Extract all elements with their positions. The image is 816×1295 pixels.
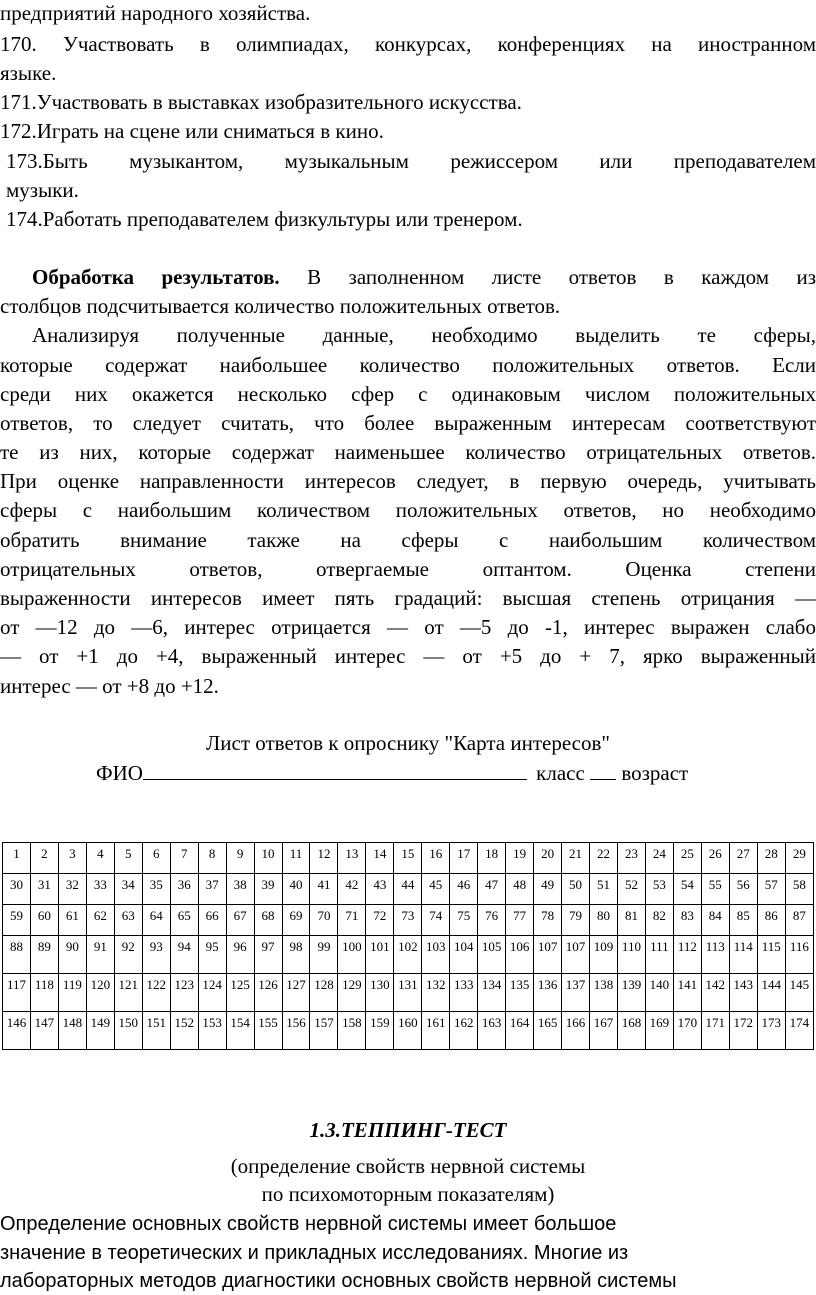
answer-grid-cell: 105 [478, 936, 506, 974]
answer-grid-cell: 12 [310, 843, 338, 874]
answer-grid-cell: 14 [366, 843, 394, 874]
section-title: 1.3.ТЕППИНГ-ТЕСТ [309, 1118, 507, 1142]
answer-sheet-title: Лист ответов к опроснику "Карта интересов" [206, 731, 610, 755]
answer-grid-cell: 13 [338, 843, 366, 874]
answer-grid-cell: 85 [729, 905, 757, 936]
analysis-line: интерес — от +8 до +12. [0, 674, 219, 698]
answer-grid-cell: 18 [478, 843, 506, 874]
answer-grid-cell: 60 [30, 905, 58, 936]
answer-grid-cell: 29 [785, 843, 813, 874]
answer-grid-cell: 76 [478, 905, 506, 936]
answer-grid-cell: 82 [645, 905, 673, 936]
answer-grid-row [3, 874, 814, 905]
answer-grid-cell: 20 [534, 843, 562, 874]
answer-grid-cell: 136 [534, 974, 562, 1012]
answer-grid-cell: 43 [366, 874, 394, 905]
answer-grid-cell: 97 [254, 936, 282, 974]
answer-grid-cell: 38 [226, 874, 254, 905]
answer-grid-cell: 32 [58, 874, 86, 905]
answer-grid-cell: 166 [562, 1012, 590, 1050]
answer-grid-cell: 33 [86, 874, 114, 905]
answer-grid-cell: 102 [394, 936, 422, 974]
answer-grid-cell: 1 [3, 843, 31, 874]
answer-grid-cell: 35 [142, 874, 170, 905]
answer-grid-cell: 27 [729, 843, 757, 874]
answer-grid-cell: 3 [58, 843, 86, 874]
answer-grid-cell: 132 [422, 974, 450, 1012]
answer-grid-cell: 51 [590, 874, 618, 905]
answer-grid-cell: 117 [3, 974, 31, 1012]
answer-grid-row [3, 905, 814, 936]
answer-grid-cell: 56 [729, 874, 757, 905]
answer-grid-cell: 165 [534, 1012, 562, 1050]
answer-grid-cell: 116 [785, 936, 813, 974]
answer-grid-cell: 67 [226, 905, 254, 936]
answer-grid-cell: 90 [58, 936, 86, 974]
answer-grid-cell: 41 [310, 874, 338, 905]
answer-grid-cell: 154 [226, 1012, 254, 1050]
answer-grid-cell: 89 [30, 936, 58, 974]
answer-grid-cell: 55 [701, 874, 729, 905]
answer-grid-cell: 115 [757, 936, 785, 974]
answer-grid-cell: 39 [254, 874, 282, 905]
answer-grid-cell: 124 [198, 974, 226, 1012]
answer-grid-cell: 75 [450, 905, 478, 936]
answer-grid-cell: 23 [617, 843, 645, 874]
answer-grid-cell: 5 [114, 843, 142, 874]
answer-grid-cell: 45 [422, 874, 450, 905]
answer-grid-cell: 62 [86, 905, 114, 936]
answer-grid-cell: 77 [506, 905, 534, 936]
fio-blank [143, 761, 527, 780]
answer-grid-cell: 156 [282, 1012, 310, 1050]
answer-grid-cell: 139 [617, 974, 645, 1012]
answer-grid-cell: 162 [450, 1012, 478, 1050]
answer-grid-cell: 19 [506, 843, 534, 874]
answer-grid-cell: 42 [338, 874, 366, 905]
answer-grid-cell: 144 [757, 974, 785, 1012]
answer-grid-cell: 49 [534, 874, 562, 905]
answer-grid-cell: 46 [450, 874, 478, 905]
answer-grid-cell: 84 [701, 905, 729, 936]
answer-grid-cell: 94 [170, 936, 198, 974]
answer-grid-cell: 170 [673, 1012, 701, 1050]
answer-grid-cell: 121 [114, 974, 142, 1012]
answer-grid-cell: 69 [282, 905, 310, 936]
answer-grid-row [3, 936, 814, 974]
answer-grid-cell: 64 [142, 905, 170, 936]
answer-grid-cell: 63 [114, 905, 142, 936]
answer-grid-cell: 17 [450, 843, 478, 874]
answer-grid-cell: 93 [142, 936, 170, 974]
answer-grid-cell: 34 [114, 874, 142, 905]
answer-grid-cell: 73 [394, 905, 422, 936]
answer-grid-cell: 111 [645, 936, 673, 974]
answer-grid-cell: 36 [170, 874, 198, 905]
answer-grid-cell: 149 [86, 1012, 114, 1050]
age-label: возраст [621, 761, 689, 785]
answer-grid-cell: 131 [394, 974, 422, 1012]
answer-grid-cell: 168 [617, 1012, 645, 1050]
answer-grid-cell: 129 [338, 974, 366, 1012]
analysis-line: среди них окажется несколько сфер с одинаковым числом положительных [0, 382, 816, 406]
answer-grid-cell: 81 [617, 905, 645, 936]
section-subtitle-2: по психомоторным показателям) [261, 1182, 555, 1206]
answer-grid-cell: 99 [310, 936, 338, 974]
analysis-line: от —12 до —6, интерес отрицается — от —5 до -1, интерес выражен слабо [0, 615, 816, 639]
answer-grid-cell: 147 [30, 1012, 58, 1050]
answer-grid-cell: 125 [226, 974, 254, 1012]
answer-grid-cell: 172 [729, 1012, 757, 1050]
answer-grid-row [3, 1012, 814, 1050]
answer-grid-cell: 71 [338, 905, 366, 936]
answer-grid-cell: 44 [394, 874, 422, 905]
analysis-line: которые содержат наибольшее количество положительных ответов. Если [0, 353, 816, 377]
processing-line-1-rest: В заполненном листе ответов в каждом из [279, 265, 816, 289]
analysis-line: выраженности интересов имеет пять градаций: высшая степень отрицания — [0, 586, 816, 610]
list-item-continuation: предприятий народного хозяйства. [0, 1, 311, 25]
intro-line: лабораторных методов диагностики основных свойств нервной системы [0, 1270, 677, 1292]
answer-grid-row [3, 974, 814, 1012]
answer-grid-cell: 161 [422, 1012, 450, 1050]
processing-line-2: столбцов подсчитывается количество положительных ответов. [0, 294, 561, 318]
answer-grid-cell: 80 [590, 905, 618, 936]
answer-grid-cell: 9 [226, 843, 254, 874]
answer-grid-cell: 30 [3, 874, 31, 905]
answer-grid-cell: 164 [506, 1012, 534, 1050]
list-item-170-end: языке. [0, 61, 57, 85]
answer-grid-cell: 100 [338, 936, 366, 974]
analysis-line: При оценке направленности интересов следует, в первую очередь, учитывать [0, 469, 816, 493]
answer-grid-cell: 151 [142, 1012, 170, 1050]
answer-grid-cell: 137 [562, 974, 590, 1012]
answer-grid-cell: 10 [254, 843, 282, 874]
answer-grid-cell: 96 [226, 936, 254, 974]
analysis-line: Анализируя полученные данные, необходимо выделить те сферы, [32, 323, 816, 347]
answer-grid-cell: 157 [310, 1012, 338, 1050]
answer-grid-cell: 16 [422, 843, 450, 874]
answer-grid-cell: 174 [785, 1012, 813, 1050]
intro-line: значение в теоретических и прикладных исследованиях. Многие из [0, 1242, 629, 1264]
answer-grid-cell: 25 [673, 843, 701, 874]
list-item-174: 174.Работать преподавателем физкультуры или тренером. [6, 207, 523, 231]
answer-grid-cell: 72 [366, 905, 394, 936]
answer-grid-cell: 57 [757, 874, 785, 905]
list-item-173: 173.Быть музыкантом, музыкальным режиссером или преподавателем [6, 149, 816, 173]
answer-grid-cell: 61 [58, 905, 86, 936]
analysis-line: — от +1 до +4, выраженный интерес — от +5 до + 7, ярко выраженный [0, 644, 816, 668]
answer-grid-cell: 78 [534, 905, 562, 936]
answer-grid-cell: 79 [562, 905, 590, 936]
answer-grid-cell: 160 [394, 1012, 422, 1050]
answer-grid-cell: 104 [450, 936, 478, 974]
processing-line-1 [0, 264, 816, 290]
answer-grid-cell: 8 [198, 843, 226, 874]
answer-grid-cell: 153 [198, 1012, 226, 1050]
answer-grid-cell: 83 [673, 905, 701, 936]
answer-grid-cell: 107 [534, 936, 562, 974]
answer-grid-cell: 120 [86, 974, 114, 1012]
answer-grid-cell: 101 [366, 936, 394, 974]
analysis-line: те из них, которые содержат наименьшее количество отрицательных ответов. [0, 440, 816, 464]
answer-grid-cell: 158 [338, 1012, 366, 1050]
answer-grid-cell: 66 [198, 905, 226, 936]
answer-grid-cell: 87 [785, 905, 813, 936]
answer-grid-cell: 88 [3, 936, 31, 974]
answer-grid-cell: 58 [785, 874, 813, 905]
list-item-172: 172.Играть на сцене или сниматься в кино. [0, 119, 384, 143]
fio-label: ФИО [96, 761, 143, 785]
answer-grid-cell: 114 [729, 936, 757, 974]
answer-grid-cell: 4 [86, 843, 114, 874]
analysis-line: сферы с наибольшим количеством положительных ответов, но необходимо [0, 498, 816, 522]
answer-grid-cell: 106 [506, 936, 534, 974]
processing-lead: Обработка результатов. [32, 265, 280, 289]
list-item-170: 170. Участвовать в олимпиадах, конкурсах, конференциях на иностранном [0, 32, 816, 56]
class-blank [590, 761, 616, 780]
answer-grid-cell: 152 [170, 1012, 198, 1050]
analysis-line: отрицательных ответов, отвергаемые оптантом. Оценка степени [0, 557, 816, 581]
answer-grid-cell: 113 [701, 936, 729, 974]
list-item-173-end: музыки. [6, 178, 79, 202]
answer-grid-cell: 167 [590, 1012, 618, 1050]
answer-grid-cell: 109 [590, 936, 618, 974]
answer-grid-row [3, 843, 814, 874]
answer-grid-cell: 110 [617, 936, 645, 974]
answer-grid-cell: 112 [673, 936, 701, 974]
answer-grid-cell: 140 [645, 974, 673, 1012]
answer-grid-cell: 107 [562, 936, 590, 974]
answer-grid-cell: 86 [757, 905, 785, 936]
answer-grid-cell: 48 [506, 874, 534, 905]
answer-grid-cell: 146 [3, 1012, 31, 1050]
answer-sheet-fields [96, 760, 816, 786]
answer-grid-cell: 15 [394, 843, 422, 874]
answer-grid-cell: 150 [114, 1012, 142, 1050]
answer-grid-cell: 24 [645, 843, 673, 874]
answer-grid-cell: 54 [673, 874, 701, 905]
answer-grid-cell: 155 [254, 1012, 282, 1050]
answer-grid-cell: 31 [30, 874, 58, 905]
answer-grid-cell: 22 [590, 843, 618, 874]
answer-grid-cell: 123 [170, 974, 198, 1012]
answer-grid-cell: 127 [282, 974, 310, 1012]
answer-grid-cell: 68 [254, 905, 282, 936]
answer-grid-cell: 37 [198, 874, 226, 905]
answer-grid-cell: 163 [478, 1012, 506, 1050]
answer-grid-cell: 143 [729, 974, 757, 1012]
answer-grid-cell: 2 [30, 843, 58, 874]
answer-grid-cell: 21 [562, 843, 590, 874]
answer-grid-cell: 148 [58, 1012, 86, 1050]
answer-grid [2, 842, 814, 1050]
answer-grid-cell: 173 [757, 1012, 785, 1050]
answer-grid-cell: 130 [366, 974, 394, 1012]
answer-grid-cell: 141 [673, 974, 701, 1012]
answer-grid-cell: 53 [645, 874, 673, 905]
answer-grid-cell: 52 [617, 874, 645, 905]
answer-grid-cell: 47 [478, 874, 506, 905]
section-subtitle-1: (определение свойств нервной системы [230, 1154, 586, 1178]
analysis-line: ответов, то следует считать, что более выраженным интересам соответствуют [0, 411, 816, 435]
answer-grid-cell: 122 [142, 974, 170, 1012]
answer-grid-cell: 65 [170, 905, 198, 936]
answer-grid-cell: 145 [785, 974, 813, 1012]
answer-grid-cell: 50 [562, 874, 590, 905]
answer-grid-cell: 91 [86, 936, 114, 974]
answer-grid-cell: 92 [114, 936, 142, 974]
answer-grid-cell: 70 [310, 905, 338, 936]
answer-grid-cell: 169 [645, 1012, 673, 1050]
answer-grid-cell: 142 [701, 974, 729, 1012]
answer-grid-cell: 7 [170, 843, 198, 874]
answer-grid-cell: 171 [701, 1012, 729, 1050]
answer-grid-cell: 95 [198, 936, 226, 974]
answer-grid-cell: 6 [142, 843, 170, 874]
analysis-line: обратить внимание также на сферы с наибольшим количеством [0, 528, 816, 552]
answer-grid-cell: 103 [422, 936, 450, 974]
answer-grid-cell: 119 [58, 974, 86, 1012]
answer-grid-cell: 11 [282, 843, 310, 874]
answer-grid-cell: 28 [757, 843, 785, 874]
answer-grid-cell: 40 [282, 874, 310, 905]
answer-grid-cell: 74 [422, 905, 450, 936]
answer-grid-cell: 98 [282, 936, 310, 974]
answer-grid-cell: 133 [450, 974, 478, 1012]
intro-line: Определение основных свойств нервной системы имеет большое [0, 1213, 617, 1235]
list-item-171: 171.Участвовать в выставках изобразительного искусства. [0, 90, 522, 114]
answer-grid-cell: 138 [590, 974, 618, 1012]
answer-grid-cell: 118 [30, 974, 58, 1012]
class-label: класс [536, 761, 585, 785]
answer-grid-cell: 128 [310, 974, 338, 1012]
answer-grid-cell: 159 [366, 1012, 394, 1050]
answer-grid-cell: 135 [506, 974, 534, 1012]
answer-grid-cell: 26 [701, 843, 729, 874]
answer-grid-cell: 134 [478, 974, 506, 1012]
answer-grid-cell: 126 [254, 974, 282, 1012]
answer-grid-cell: 59 [3, 905, 31, 936]
